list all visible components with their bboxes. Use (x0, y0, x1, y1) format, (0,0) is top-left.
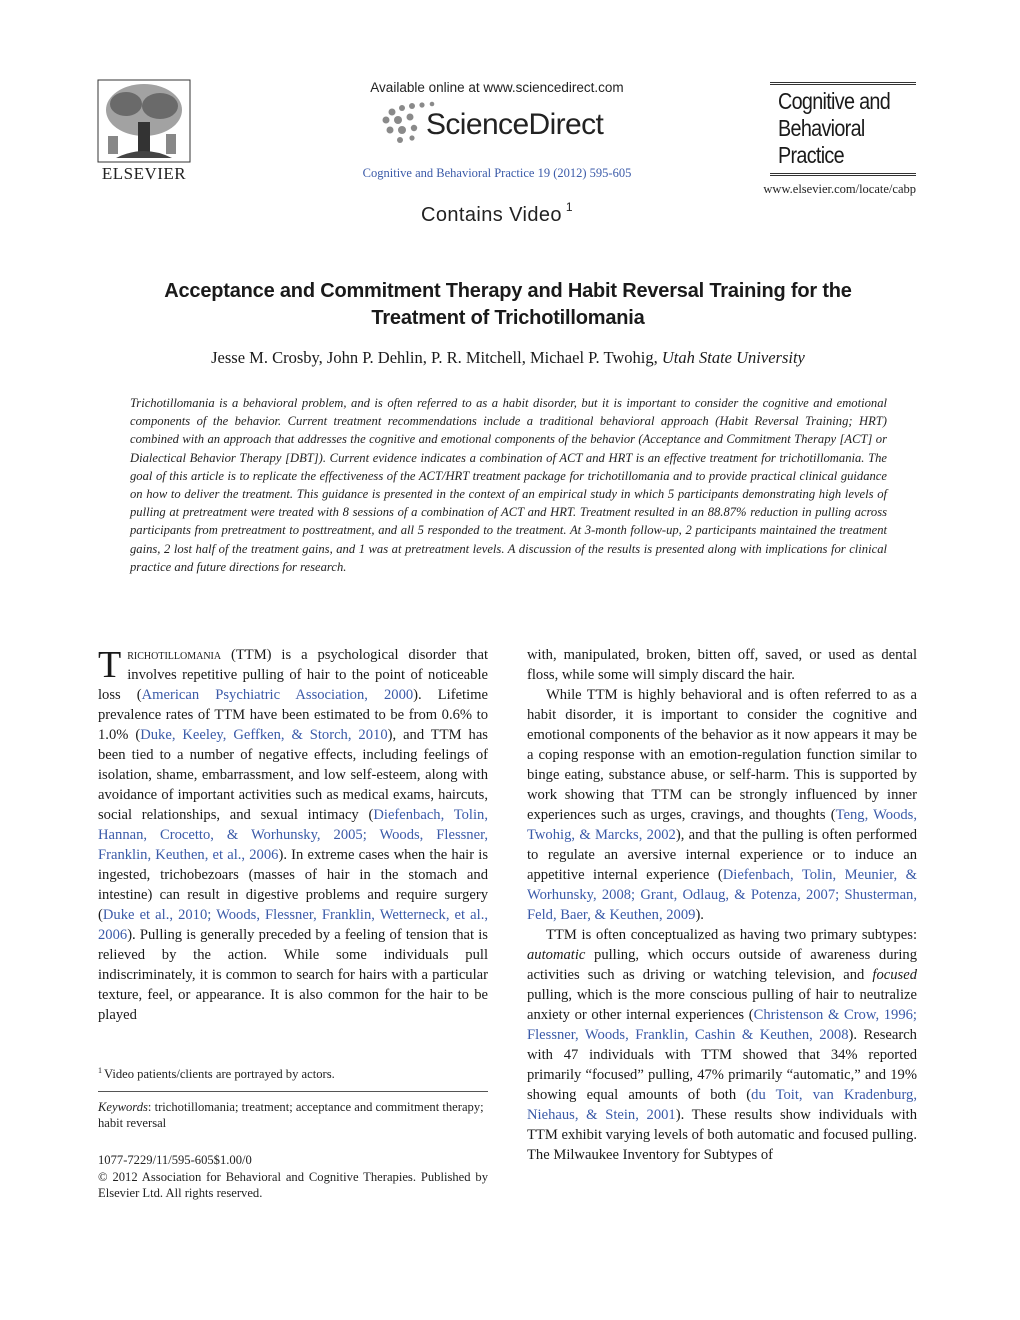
body-text: ). (695, 907, 704, 923)
article-title (96, 278, 920, 332)
citation-link[interactable]: Teng, Woods, Twohig, & Marcks, 2002 (527, 807, 918, 843)
body-text: ). Lifetime prevalence rates of TTM have been estimated to be from 0.6% to 1.0% ( (98, 687, 488, 743)
contains-video-label (300, 200, 694, 227)
footnote (98, 1066, 488, 1082)
body-paragraph (527, 685, 917, 925)
issn-line: 1077-7229/11/595-605$1.00/0 (98, 1153, 252, 1167)
body-text: pulling, which is the more conscious pulling of hair to neutralize anxiety or other internal experiences ( (527, 987, 917, 1023)
keywords (98, 1099, 488, 1131)
body-text: TTM is often conceptualized as having two primary subtypes: (546, 927, 917, 943)
journal-url[interactable]: www.elsevier.com/locate/cabp (763, 182, 916, 196)
drop-cap: T (98, 644, 122, 686)
lead-small-caps: richotillomania (127, 647, 222, 663)
body-text: ). These results show individuals with TTM exhibit varying levels of both automatic and focused pulling. The Milwaukee Inventory for Subtypes of (527, 1107, 917, 1163)
body-paragraph (98, 645, 488, 1025)
body-text: ). Research with 47 individuals with TTM showed that 34% reported primarily “focused” pulling, 47% primarily “automatic,” and 19% showing equal amounts of both ( (527, 1027, 917, 1103)
body-text: (TTM) is a psychological disorder that involves repetitive pulling of hair to the point of noticeable loss ( (98, 647, 488, 703)
body-text: ), and that the pulling is often performed to regulate an aversive internal experience or to induce an appetitive internal experience ( (527, 827, 917, 883)
publisher-name: ELSEVIER (101, 164, 187, 183)
authors-line (96, 348, 920, 368)
footnote-mark: 1 (98, 1066, 102, 1075)
emphasis-text: automatic (527, 947, 586, 963)
body-column-right (527, 645, 917, 1165)
body-text: ). Pulling is generally preceded by a feeling of tension that is relieved by the action. While some individuals pull indiscriminately, it is common to search for hairs with a particular texture, feel, or appearance. It is also common for the hair to be played (98, 927, 488, 1023)
article-title-line: Acceptance and Commitment Therapy and Habit Reversal Training for the (164, 280, 852, 302)
body-paragraph (527, 925, 917, 1165)
author-names: Jesse M. Crosby, John P. Dehlin, P. R. Mitchell, Michael P. Twohig, (211, 348, 658, 367)
body-text: pulling, which occurs outside of awareness during activities such as driving or watching television, and (527, 947, 917, 983)
footnote-rule (98, 1091, 488, 1092)
footnote-text: Video patients/clients are portrayed by actors. (104, 1067, 335, 1082)
journal-citation[interactable]: Cognitive and Behavioral Practice 19 (2012) 595-605 (362, 166, 632, 180)
journal-title-line: Practice (778, 142, 844, 168)
citation-link[interactable]: American Psychiatric Association, 2000 (141, 687, 414, 703)
journal-title-line: Cognitive and (778, 88, 891, 114)
citation-link[interactable]: Christenson & Crow, 1996; Flessner, Woods, Franklin, Cashin & Keuthen, 2008 (527, 1007, 917, 1043)
citation-link[interactable]: Diefenbach, Tolin, Hannan, Crocetto, & Worhunsky, 2005; Woods, Flessner, Franklin, Keuthen, et al., 2006 (98, 807, 488, 863)
body-text: While TTM is highly behavioral and is often referred to as a habit disorder, it is important to consider the cognitive and emotional components of the behavior as it now appears it may be a coping response with an emotion-regulation function similar to binge eating, substance abuse, or self-harm. This is supported by work showing that TTM can be strongly influenced by inner experiences such as urges, cravings, and thoughts ( (527, 687, 917, 823)
available-online-text[interactable]: Available online at www.sciencedirect.com (370, 80, 624, 95)
copyright-notice: © 2012 Association for Behavioral and Cognitive Therapies. Published by Elsevier Ltd. All rights reserved. (98, 1170, 488, 1200)
emphasis-text: focused (872, 967, 917, 983)
abstract: Trichotillomania is a behavioral problem, and is often referred to as a habit disorder, but it is important to consider the cognitive and emotional components of the behavior. Current treatment recommendations include a traditional behavioral approach (Habit Reversal Training; HRT) combined with an approach that addresses the cognitive and emotional components of the behavior (Acceptance and Commitment Therapy [ACT] or Dialectical Behavior Therapy [DBT]). Current evidence indicates a combination of ACT and HRT is an effective treatment for trichotillomania. The goal of this article is to replicate the effectiveness of the ACT/HRT treatment package for trichotillomania and to provide practical clinical guidance on how to deliver the treatment. This guidance is presented in the context of an empirical study in which 5 participants demonstrating high levels of pulling at pretreatment were treated with 8 sessions of a combination of ACT and HRT. Treatment resulted in an 88.87% reduction in pulling across participants from pretreatment to posttreatment, and all 5 responded to the treatment. At 3-month follow-up, 2 participants maintained the treatment gains, 2 lost half of the treatment gains, and 1 was at pretreatment levels. A discussion of the results is presented along with implications for clinical practice and future directions for research. (130, 396, 887, 574)
keywords-label: Keywords (98, 1100, 148, 1114)
body-text: ). In extreme cases when the hair is ingested, trichobezoars (masses of hair in the stomach and intestine) can result in digestive problems and require surgery ( (98, 847, 488, 923)
author-affiliation: Utah State University (661, 348, 805, 367)
citation-link[interactable]: Duke, Keeley, Geffken, & Storch, 2010 (140, 727, 388, 743)
keywords-text: : trichotillomania; treatment; acceptance and commitment therapy; habit reversal (98, 1100, 484, 1130)
contains-video-text: Contains Video (421, 204, 562, 226)
body-text: ), and TTM has been tied to a number of negative effects, including feelings of isolation, shame, embarrassment, and low self-esteem, along with avoidance of important activities such as medical exams, haircuts, social relationships, and sexual intimacy ( (98, 727, 488, 823)
citation-link[interactable]: Diefenbach, Tolin, Meunier, & Worhunsky, 2008; Grant, Odlaug, & Potenza, 2007; Shusterman, Feld, Baer, & Keuthen, 2009 (527, 867, 917, 923)
sciencedirect-wordmark: ScienceDirect (426, 108, 604, 141)
journal-title-line: Behavioral (778, 115, 865, 141)
body-column-left (98, 645, 488, 1025)
body-paragraph: with, manipulated, broken, bitten off, saved, or used as dental floss, while some will simply discard the hair. (527, 647, 917, 683)
journal-title (778, 88, 898, 169)
contains-video-footnote-mark: 1 (565, 200, 573, 214)
article-title-line: Treatment of Trichotillomania (371, 307, 645, 329)
citation-link[interactable]: Duke et al., 2010; Woods, Flessner, Franklin, Wetterneck, et al., 2006 (98, 907, 488, 943)
citation-link[interactable]: du Toit, van Kradenburg, Niehaus, & Stein, 2001 (527, 1087, 917, 1123)
